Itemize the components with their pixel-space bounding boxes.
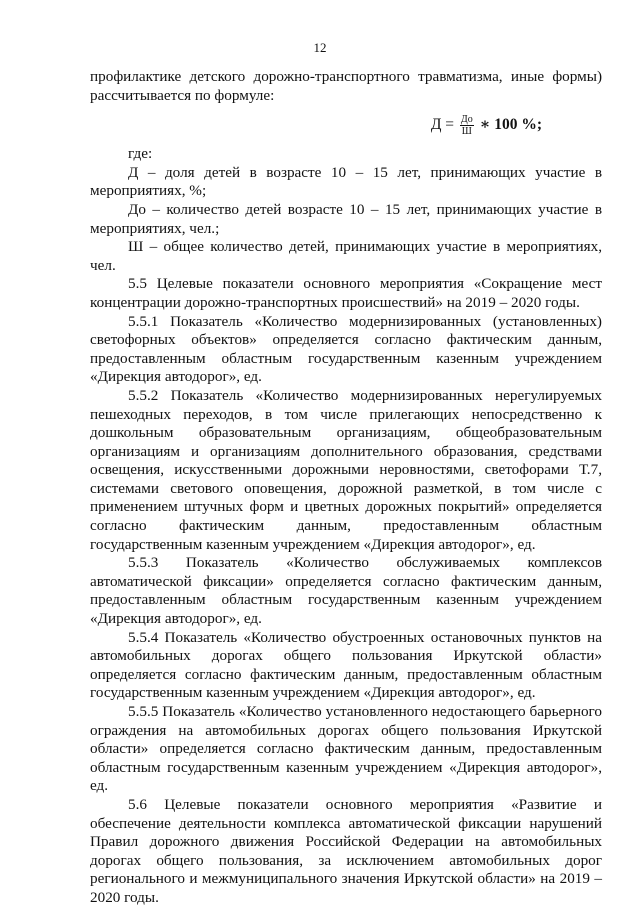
section-paragraph: 5.5 Целевые показатели основного мероприятия «Сокращение мест концентрации дорожно-транспортных происшествий» на 2019 – 2020 годы. — [90, 275, 602, 311]
section-paragraph: 5.6 Целевые показатели основного мероприятия «Развитие и обеспечение деятельности комплекса автоматической фиксации нарушений Правил дорожного движения Российской Федерации на автомобильных дорогах общего пользования, за исключением автомобильных дорог регионального и межмуниципального значения Иркутской области» на 2019 – 2020 годы. — [90, 795, 602, 906]
section-paragraph: 5.5.1 Показатель «Количество модернизированных (установленных) светофорных объектов» определяется согласно фактическим данным, предоставленным областным государственным казенным учреждением «Дирекция автодорог», ед. — [90, 312, 602, 386]
page-number: 12 — [313, 40, 327, 55]
document-body — [90, 68, 602, 908]
formula-denominator: Ш — [461, 126, 472, 138]
intro-paragraph: профилактике детского дорожно-транспортного травматизма, иные формы) рассчитывается по формуле: — [90, 68, 602, 104]
section-paragraph: 5.5.5 Показатель «Количество установленного недостающего барьерного ограждения на автомобильных дорогах общего пользования Иркутской области» определяется согласно фактическим данным, предоставленным областным государственным казенным учреждением «Дирекция автодорог», ед. — [90, 703, 602, 795]
definition-item: Ш – общее количество детей, принимающих участие в мероприятиях, чел. — [90, 238, 602, 274]
section-paragraph: 5.5.4 Показатель «Количество обустроенных остановочных пунктов на автомобильных дорогах общего пользования Иркутской области» определяется согласно фактическим данным, предоставленным областным государственным казенным учреждением «Дирекция автодорог», ед. — [90, 628, 602, 702]
section-paragraph: 5.5.3 Показатель «Количество обслуживаемых комплексов автоматической фиксации» определяется согласно фактическим данным, предоставленным областным государственным казенным учреждением «Дирекция автодорог», ед. — [90, 554, 602, 628]
definition-item: До – количество детей возрасте 10 – 15 лет, принимающих участие в мероприятиях, чел.; — [90, 200, 602, 237]
formula-numerator: До — [460, 114, 473, 126]
formula-fraction — [460, 114, 474, 137]
formula-rhs: ∗ 100 %; — [479, 116, 542, 134]
where-label: где: — [128, 145, 153, 163]
definition-item: Д – доля детей в возрасте 10 – 15 лет, принимающих участие в мероприятиях, %; — [90, 163, 602, 200]
formula — [90, 111, 602, 139]
section-paragraph: 5.5.2 Показатель «Количество модернизированных нерегулируемых пешеходных переходов, в том числе прилегающих непосредственно к дошкольным образовательным организациям, общеобразовательным организациям и организациям дополнительного образования, средствами освещения, искусственными дорожными неровностями, светофорами Т.7, системами светового оповещения, дорожной разметкой, в том числе с применением штучных форм и цветных дорожных покрытий» определяется согласно фактическим данным, предоставленным областным государственным казенным учреждением «Дирекция автодорог», ед. — [90, 386, 602, 553]
formula-lhs: Д = — [430, 116, 455, 134]
